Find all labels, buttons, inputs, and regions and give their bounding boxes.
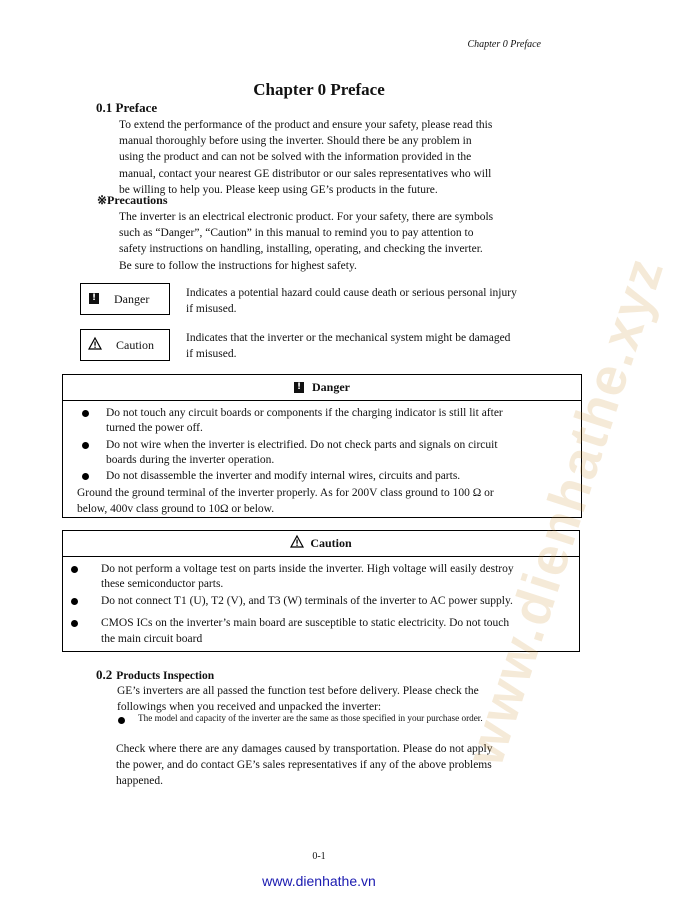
running-header: Chapter 0 Preface bbox=[467, 39, 541, 50]
caution-legend-desc bbox=[186, 330, 566, 362]
warning-triangle-icon bbox=[88, 337, 102, 350]
bullet-dot bbox=[71, 566, 78, 573]
section-heading-preface: 0.1 Preface bbox=[96, 100, 158, 115]
caution-box-header bbox=[63, 531, 579, 557]
list-item: Do not connect T1 (U), T2 (V), and T3 (W) terminals of the inverter to AC power supply. bbox=[101, 595, 513, 607]
watermark: www.dienhathe.xyz bbox=[454, 249, 676, 773]
text-line: manual thoroughly before using the inverter. Should there be any problem in bbox=[119, 135, 472, 148]
danger-legend-label: Danger bbox=[114, 292, 150, 306]
text-line: Be sure to follow the instructions for highest safety. bbox=[119, 259, 357, 272]
footer-link[interactable]: www.dienhathe.vn bbox=[262, 873, 376, 889]
list-item: CMOS ICs on the inverter’s main board are susceptible to static electricity. Do not touch bbox=[101, 617, 510, 629]
text-line: safety instructions on handling, installing, operating, and checking the inverter. bbox=[119, 243, 483, 256]
inspection-bullet: The model and capacity of the inverter are the same as those specified in your purchase order. bbox=[138, 713, 483, 723]
ground-note: below, 400v class ground to 10Ω or below. bbox=[77, 503, 275, 515]
text-line: the power, and do contact GE’s sales representatives if any of the above problems bbox=[116, 759, 492, 772]
precautions-body bbox=[119, 209, 549, 274]
page-number: 0-1 bbox=[312, 851, 326, 862]
list-item: Do not perform a voltage test on parts inside the inverter. High voltage will easily destroy bbox=[101, 563, 514, 575]
bullet-dot bbox=[71, 598, 78, 605]
text-line: manual, contact your nearest GE distributor or our sales representatives who will bbox=[119, 167, 492, 180]
ground-note: Ground the ground terminal of the inverter properly. As for 200V class ground to 100 Ω or bbox=[77, 487, 494, 499]
danger-box-header bbox=[63, 375, 581, 401]
text-line: be willing to help you. Please keep using GE’s products in the future. bbox=[119, 183, 438, 196]
section-heading-inspection bbox=[96, 666, 214, 684]
text-line: if misused. bbox=[186, 303, 237, 316]
caution-box-title: Caution bbox=[310, 536, 352, 550]
text-line: using the product and can not be solved with the information provided in the bbox=[119, 151, 472, 164]
caution-legend-box bbox=[80, 329, 170, 361]
list-item-cont: the main circuit board bbox=[101, 633, 203, 645]
warning-triangle-icon bbox=[290, 535, 304, 548]
list-item-cont: boards during the inverter operation. bbox=[106, 454, 275, 466]
text-line: happened. bbox=[116, 775, 163, 788]
text-line: such as “Danger”, “Caution” in this manual to remind you to pay attention to bbox=[119, 227, 474, 240]
text-line: Indicates a potential hazard could cause death or serious personal injury bbox=[186, 287, 517, 299]
text-line: The inverter is an electrical electronic product. For your safety, there are symbols bbox=[119, 211, 494, 223]
caution-legend-label: Caution bbox=[116, 338, 154, 352]
preface-body bbox=[119, 117, 542, 198]
bullet-dot bbox=[82, 442, 89, 449]
list-item: Do not touch any circuit boards or components if the charging indicator is still lit after bbox=[106, 407, 503, 419]
text-line: followings when you received and unpacked the inverter: bbox=[117, 701, 382, 714]
bullet-dot bbox=[82, 410, 89, 417]
danger-legend-desc bbox=[186, 285, 566, 317]
list-item-cont: these semiconductor parts. bbox=[101, 578, 224, 590]
danger-box-title: Danger bbox=[312, 380, 350, 394]
list-item: Do not wire when the inverter is electrified. Do not check parts and signals on circuit bbox=[106, 439, 498, 451]
bullet-dot bbox=[118, 717, 125, 724]
section-title: Products Inspection bbox=[116, 670, 215, 682]
danger-legend-box bbox=[80, 283, 170, 315]
precautions-heading: ※Precautions bbox=[97, 193, 168, 207]
list-item: Do not disassemble the inverter and modify internal wires, circuits and parts. bbox=[106, 470, 461, 482]
list-item-cont: turned the power off. bbox=[106, 422, 203, 434]
bullet-dot bbox=[82, 473, 89, 480]
text-line: Indicates that the inverter or the mechanical system might be damaged bbox=[186, 332, 511, 344]
text-line: To extend the performance of the product and ensure your safety, please read this bbox=[119, 119, 493, 131]
section-number: 0.2 bbox=[96, 667, 113, 682]
text-line: GE’s inverters are all passed the function test before delivery. Please check the bbox=[117, 685, 479, 697]
page-title: Chapter 0 Preface bbox=[253, 80, 385, 99]
danger-icon: ! bbox=[89, 293, 99, 304]
danger-box bbox=[62, 374, 582, 518]
bullet-dot bbox=[71, 620, 78, 627]
danger-icon: ! bbox=[294, 382, 304, 393]
text-line: Check where there are any damages caused by transportation. Please do not apply bbox=[116, 743, 493, 755]
text-line: if misused. bbox=[186, 348, 237, 361]
